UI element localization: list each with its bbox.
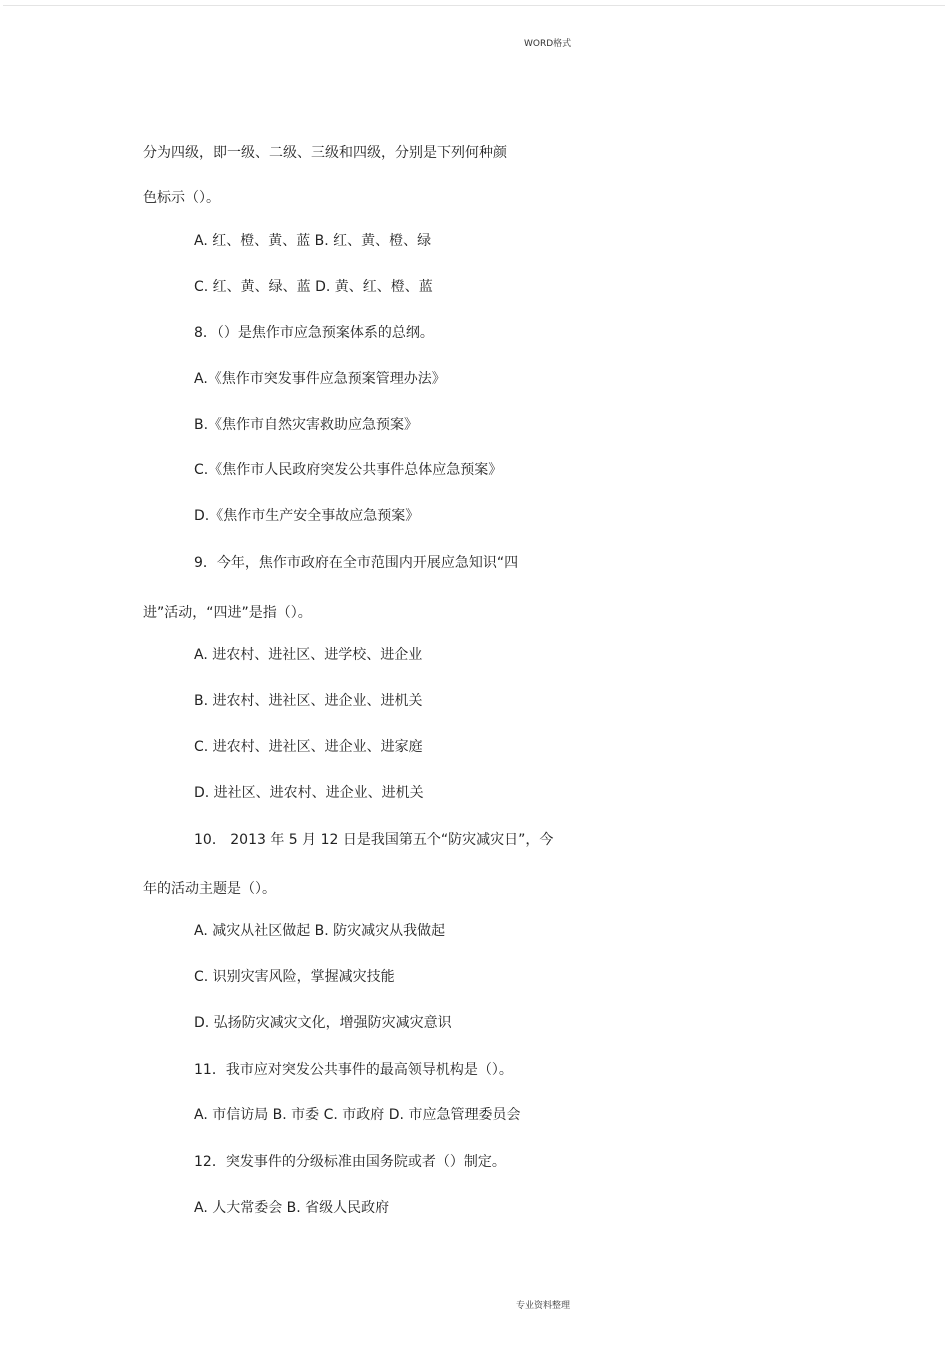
option-line: B. 进农村、进社区、进企业、进机关	[194, 693, 423, 709]
question-line: 12．突发事件的分级标准由国务院或者（）制定。	[194, 1154, 506, 1170]
option-line: C. 进农村、进社区、进企业、进家庭	[194, 739, 423, 755]
option-line: A. 市信访局 B. 市委 C. 市政府 D. 市应急管理委员会	[194, 1107, 521, 1123]
option-line: D. 进社区、进农村、进企业、进机关	[194, 785, 424, 801]
text-line: 年的活动主题是（）。	[143, 881, 276, 897]
option-line: C.《焦作市人民政府突发公共事件总体应急预案》	[194, 462, 503, 478]
text-line: 色标示（）。	[143, 190, 220, 206]
option-line: B.《焦作市自然灾害救助应急预案》	[194, 417, 419, 433]
option-line: A.《焦作市突发事件应急预案管理办法》	[194, 371, 446, 387]
option-line: D.《焦作市生产安全事故应急预案》	[194, 508, 420, 524]
text-line: 分为四级，即一级、二级、三级和四级，分别是下列何种颜	[143, 145, 507, 161]
option-line: A. 减灾从社区做起 B. 防灾减灾从我做起	[194, 923, 446, 939]
question-line: 10． 2013 年 5 月 12 日是我国第五个“防灾减灾日”，今	[194, 832, 554, 848]
question-line: 11．我市应对突发公共事件的最高领导机构是（）。	[194, 1062, 513, 1078]
option-line: A. 人大常委会 B. 省级人民政府	[194, 1200, 390, 1216]
option-line: C. 红、黄、绿、蓝 D. 黄、红、橙、蓝	[194, 279, 433, 295]
option-line: A. 进农村、进社区、进学校、进企业	[194, 647, 423, 663]
option-line: C. 识别灾害风险，掌握减灾技能	[194, 969, 395, 985]
question-line: 9．今年，焦作市政府在全市范围内开展应急知识“四	[194, 555, 519, 571]
text-line: 进”活动，“四进”是指（）。	[143, 605, 312, 621]
option-line: D. 弘扬防灾减灾文化，增强防灾减灾意识	[194, 1015, 452, 1031]
option-line: A. 红、橙、黄、蓝 B. 红、黄、橙、绿	[194, 233, 432, 249]
page-header: WORD格式	[524, 39, 572, 49]
page-footer: 专业资料整理	[516, 1301, 571, 1311]
question-line: 8．（）是焦作市应急预案体系的总纲。	[194, 325, 434, 341]
